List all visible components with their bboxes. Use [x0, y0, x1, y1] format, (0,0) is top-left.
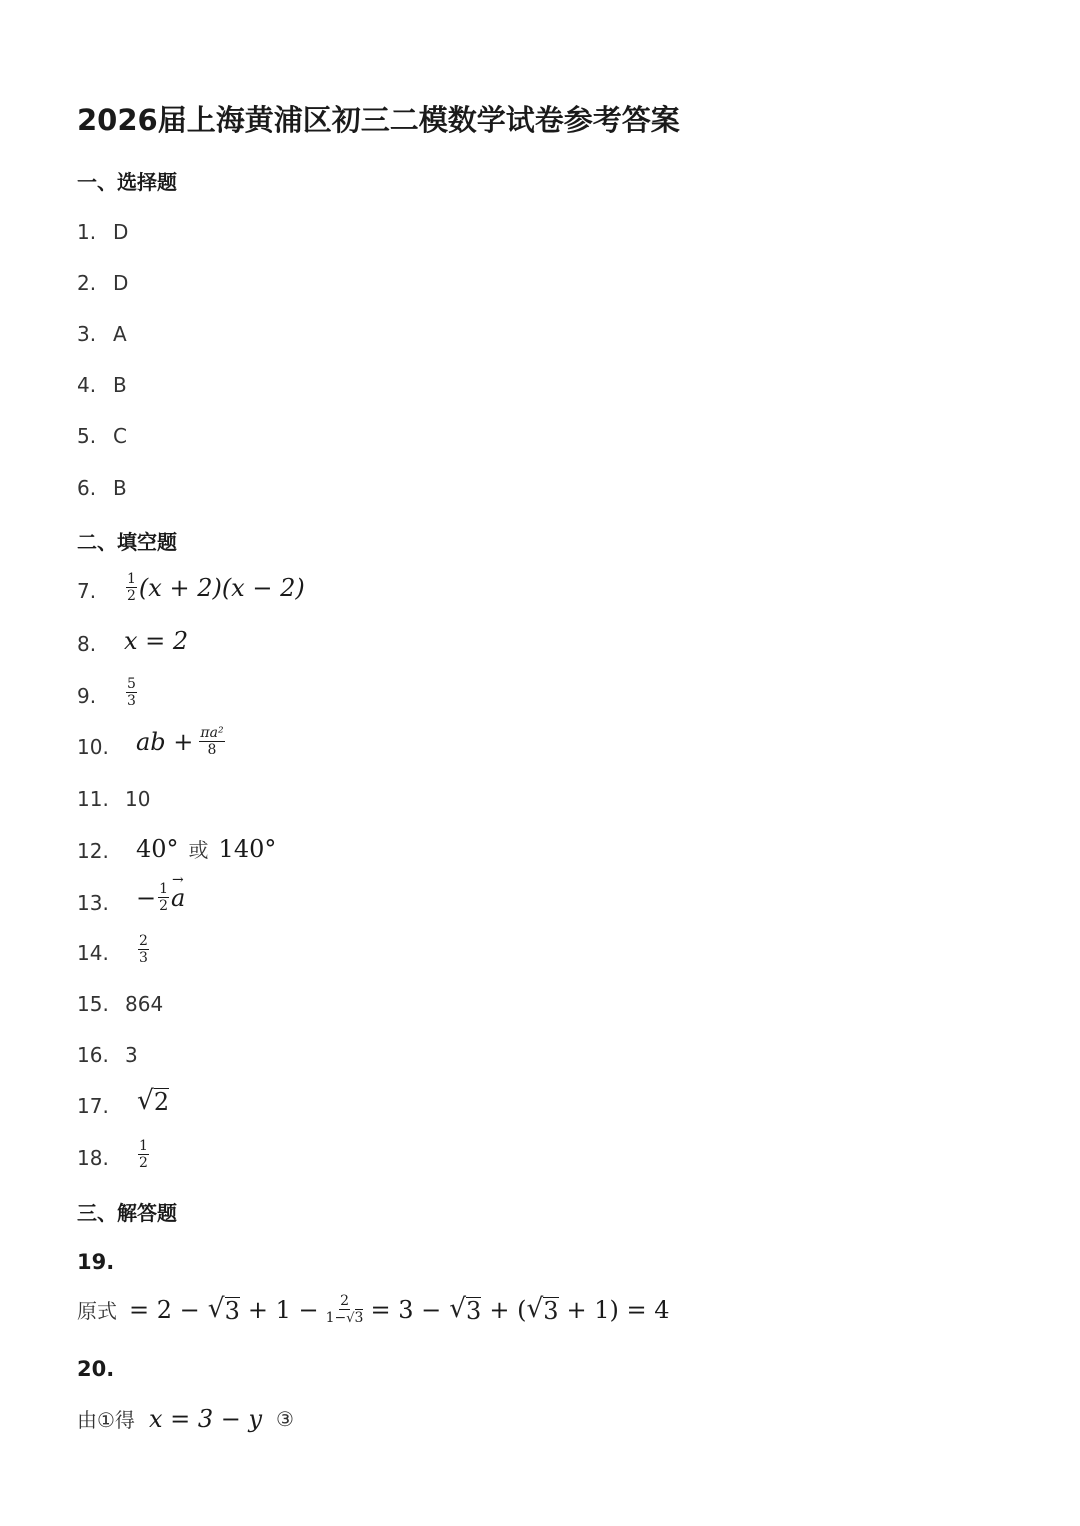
- expression-part: = 3 −: [370, 1295, 442, 1324]
- expression: 140°: [218, 834, 277, 863]
- fill-item-17-number: 17.: [77, 1094, 109, 1118]
- denominator: 2: [159, 898, 169, 914]
- equation-marker: ③: [276, 1406, 294, 1431]
- solution-prefix: 由①得: [77, 1408, 135, 1432]
- fill-item-10-answer: [136, 726, 227, 757]
- fill-item-18-number: 18.: [77, 1146, 109, 1170]
- fill-item-12-number: 12.: [77, 839, 109, 863]
- fill-item-12-answer: [136, 834, 276, 863]
- numerator: 5: [127, 676, 136, 692]
- fraction: [138, 934, 149, 965]
- fill-item-7-number: 7.: [77, 579, 97, 603]
- vector-a: → a: [171, 884, 185, 912]
- fill-item-16-answer: 3: [125, 1043, 138, 1067]
- fill-item-16-number: 16.: [77, 1043, 109, 1067]
- fraction: [138, 1139, 149, 1170]
- fill-item-18-answer: [136, 1139, 151, 1170]
- fraction: [126, 677, 137, 708]
- denominator-lead: 1−: [325, 1310, 347, 1326]
- denominator: 1−√3: [325, 1310, 364, 1326]
- expression: x = 3 − y: [148, 1404, 263, 1433]
- fraction: [158, 882, 169, 913]
- fill-item-14-answer: [136, 934, 151, 965]
- sign: −: [136, 883, 157, 912]
- expression: (x + 2)(x − 2): [138, 573, 305, 602]
- numerator: 1: [159, 881, 169, 897]
- fill-item-8-answer: [124, 627, 188, 655]
- numerator: 2: [340, 1293, 349, 1309]
- section-heading-fill: 二、填空题: [77, 530, 177, 554]
- question-19-solution: [77, 1294, 670, 1325]
- expression-part: + 1) = 4: [566, 1295, 670, 1324]
- radicand: 3: [466, 1296, 482, 1325]
- denominator: 2: [127, 588, 136, 604]
- fraction: [199, 726, 224, 757]
- numerator: 1: [127, 571, 136, 587]
- page-title: 2026届上海黄浦区初三二模数学试卷参考答案: [77, 103, 680, 137]
- choice-item-5-number: 5.: [77, 424, 97, 448]
- radicand: 3: [224, 1296, 240, 1325]
- choice-item-2-answer: D: [113, 271, 129, 295]
- denominator: 8: [207, 742, 217, 758]
- fill-item-11-answer: 10: [125, 787, 151, 811]
- section-heading-solve: 三、解答题: [77, 1201, 177, 1225]
- fraction: [325, 1294, 365, 1325]
- fill-item-17-answer: [137, 1085, 170, 1117]
- choice-item-4-number: 4.: [77, 373, 97, 397]
- square-root: √ 2: [137, 1085, 170, 1117]
- square-root: √ 3: [207, 1293, 240, 1325]
- fill-item-8-number: 8.: [77, 632, 97, 656]
- expression-part: = 2 −: [129, 1295, 200, 1324]
- square-root: √ 3: [449, 1293, 482, 1325]
- section-heading-choice: 一、选择题: [77, 170, 177, 194]
- denominator-radicand: 3: [354, 1310, 364, 1326]
- numerator: 1: [139, 1138, 148, 1154]
- fill-item-9-answer: [124, 677, 139, 708]
- expression-part: + 1 −: [247, 1295, 319, 1324]
- choice-item-1-answer: D: [113, 220, 129, 244]
- fill-item-15-answer: 864: [125, 992, 164, 1016]
- choice-item-3-number: 3.: [77, 322, 97, 346]
- denominator: 3: [127, 693, 136, 709]
- radicand: 3: [543, 1296, 559, 1325]
- fill-item-13-answer: [136, 882, 185, 913]
- denominator: 2: [139, 1155, 148, 1171]
- fill-item-10-number: 10.: [77, 735, 109, 759]
- fill-item-15-number: 15.: [77, 992, 109, 1016]
- question-20-solution: [77, 1404, 294, 1433]
- radicand: 2: [153, 1088, 170, 1117]
- conjunction: 或: [188, 838, 209, 862]
- choice-item-3-answer: A: [113, 322, 127, 346]
- expression: x = 2: [124, 627, 189, 655]
- question-19-label: 19.: [77, 1250, 115, 1274]
- question-20-label: 20.: [77, 1357, 115, 1381]
- fill-item-7-answer: [124, 572, 305, 603]
- denominator: 3: [139, 950, 148, 966]
- fill-item-9-number: 9.: [77, 684, 97, 708]
- fill-item-13-number: 13.: [77, 891, 109, 915]
- expression: 40°: [136, 834, 179, 863]
- choice-item-1-number: 1.: [77, 220, 97, 244]
- expression-part: + (: [489, 1295, 527, 1324]
- fill-item-14-number: 14.: [77, 941, 109, 965]
- solution-prefix: 原式: [77, 1299, 117, 1323]
- expression: ab +: [136, 727, 194, 756]
- choice-item-6-answer: B: [113, 476, 127, 500]
- fraction: [126, 572, 137, 603]
- square-root: √ 3: [526, 1293, 559, 1325]
- choice-item-6-number: 6.: [77, 476, 97, 500]
- choice-item-2-number: 2.: [77, 271, 97, 295]
- fill-item-11-number: 11.: [77, 787, 109, 811]
- choice-item-5-answer: C: [113, 424, 127, 448]
- choice-item-4-answer: B: [113, 373, 127, 397]
- numerator: 2: [139, 933, 148, 949]
- numerator: πa²: [200, 725, 224, 741]
